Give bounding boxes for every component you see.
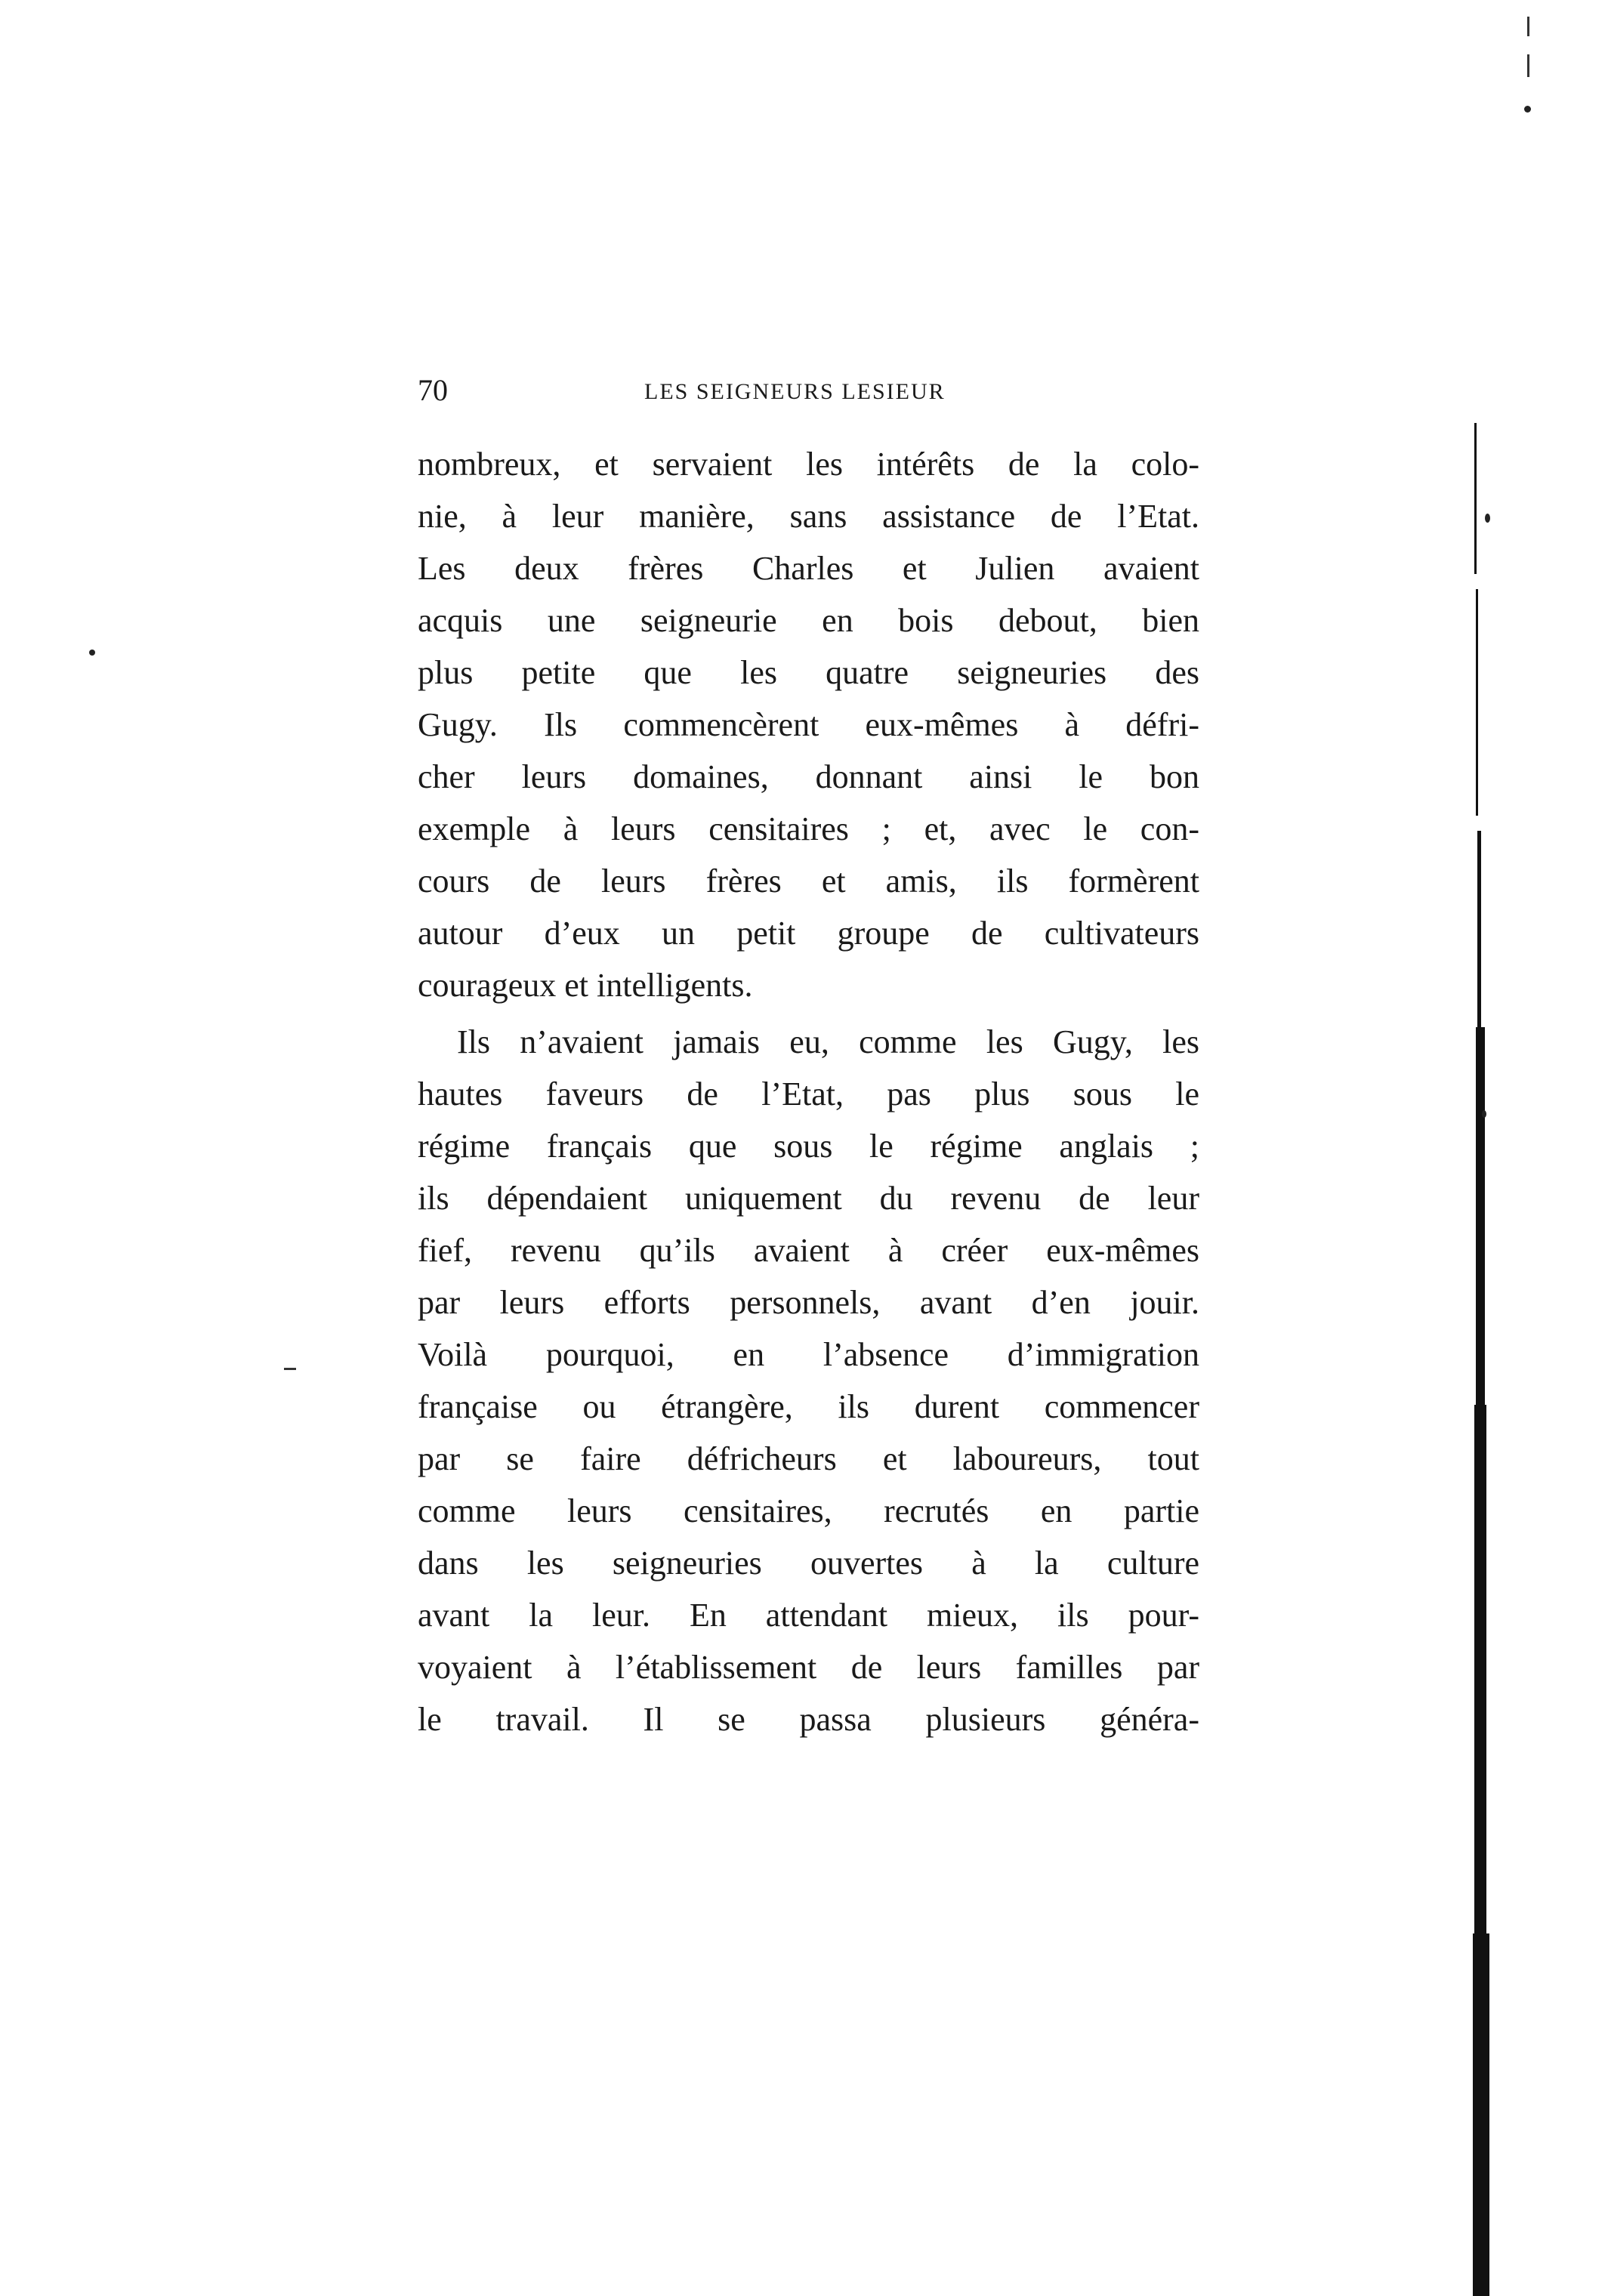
- text-line: ils dépendaient uniquement du revenu de leur: [418, 1180, 1199, 1217]
- running-title: LES SEIGNEURS LESIEUR: [644, 379, 946, 404]
- text-line: Les deux frères Charles et Julien avaient: [418, 550, 1199, 587]
- text-line: par leurs efforts personnels, avant d’en jouir.: [418, 1284, 1199, 1321]
- text-line: avant la leur. En attendant mieux, ils pour-: [418, 1597, 1199, 1634]
- text-line: nie, à leur manière, sans assistance de l’Etat.: [418, 498, 1199, 535]
- paragraph-first-line: Ils n’avaient jamais eu, comme les Gugy, les: [457, 1023, 1199, 1060]
- text-line: régime français que sous le régime anglais ;: [418, 1128, 1199, 1165]
- scan-speck: [1485, 514, 1490, 523]
- text-line: autour d’eux un petit groupe de cultivateurs: [418, 915, 1199, 952]
- text-line: fief, revenu qu’ils avaient à créer eux-mêmes: [418, 1232, 1199, 1269]
- text-line: courageux et intelligents.: [418, 967, 753, 1004]
- edge-line: [1477, 831, 1481, 1027]
- text-line: le travail. Il se passa plusieurs généra-: [418, 1701, 1199, 1738]
- text-line: française ou étrangère, ils durent commencer: [418, 1388, 1199, 1425]
- scan-speck: [89, 650, 95, 656]
- edge-shadow: [1473, 1933, 1489, 2296]
- page-number: 70: [418, 373, 448, 407]
- text-line: par se faire défricheurs et laboureurs, tout: [418, 1440, 1199, 1477]
- text-line: Gugy. Ils commencèrent eux-mêmes à défri-: [418, 706, 1199, 743]
- edge-shadow: [1474, 1405, 1486, 1933]
- running-head: [418, 372, 1199, 409]
- scan-mark: [1527, 54, 1529, 77]
- scan-edge-artifact: [1458, 423, 1503, 2296]
- scan-speck: [1524, 106, 1531, 113]
- body-text: [418, 438, 1199, 1745]
- text-line: voyaient à l’établissement de leurs familles par: [418, 1649, 1199, 1686]
- text-line: exemple à leurs censitaires ; et, avec le con-: [418, 810, 1199, 847]
- text-line: Voilà pourquoi, en l’absence d’immigration: [418, 1336, 1199, 1373]
- edge-line: [1476, 589, 1478, 816]
- text-line: dans les seigneuries ouvertes à la culture: [418, 1545, 1199, 1582]
- text-line: plus petite que les quatre seigneuries des: [418, 654, 1199, 691]
- scan-speck: [1482, 1110, 1486, 1118]
- text-line: comme leurs censitaires, recrutés en partie: [418, 1492, 1199, 1529]
- text-line: cours de leurs frères et amis, ils formèrent: [418, 863, 1199, 900]
- text-line: nombreux, et servaient les intérêts de la colo-: [418, 446, 1199, 483]
- edge-shadow: [1476, 1027, 1485, 1405]
- scan-mark: [284, 1368, 296, 1370]
- scan-mark: [1527, 17, 1529, 36]
- text-line: cher leurs domaines, donnant ainsi le bon: [418, 758, 1199, 795]
- text-line: hautes faveurs de l’Etat, pas plus sous le: [418, 1075, 1199, 1113]
- text-line: acquis une seigneurie en bois debout, bien: [418, 602, 1199, 639]
- edge-line: [1474, 423, 1477, 574]
